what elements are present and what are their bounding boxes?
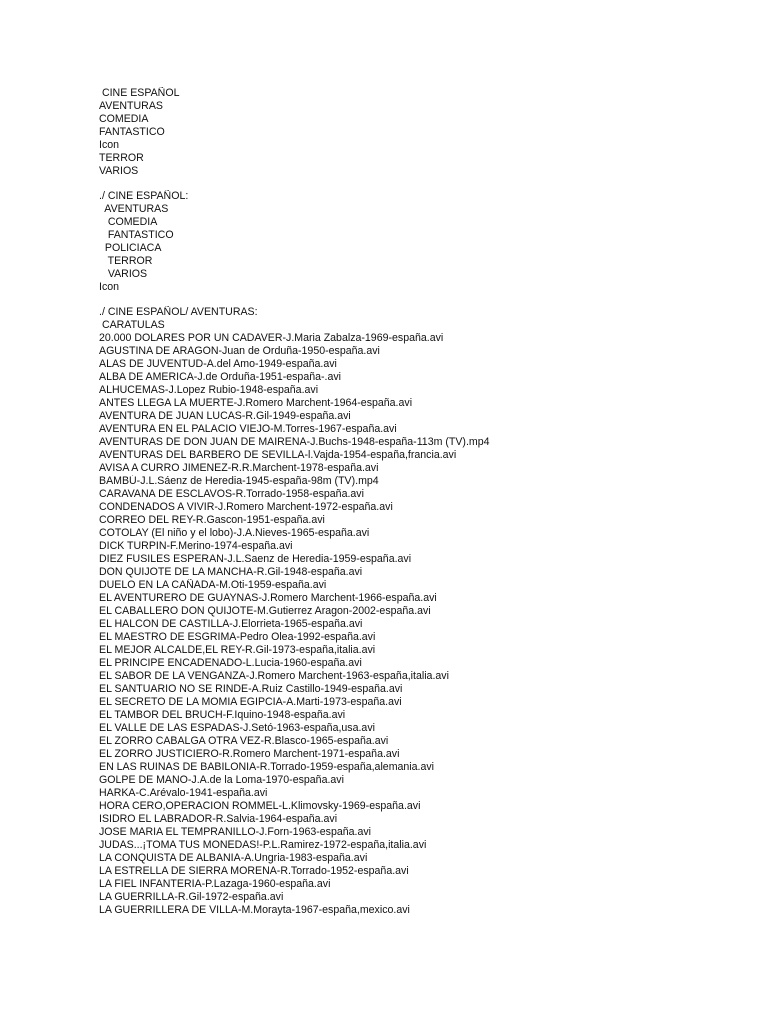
file-entry: EL CABALLERO DON QUIJOTE-M.Gutierrez Aragon-2002-españa.avi bbox=[99, 605, 431, 617]
text-line: POLICIACA bbox=[99, 242, 162, 254]
text-line: AVENTURAS bbox=[99, 203, 169, 215]
file-entry: DIEZ FUSILES ESPERAN-J.L.Saenz de Heredia-1959-españa.avi bbox=[99, 553, 412, 565]
file-entry: LA FIEL INFANTERIA-P.Lazaga-1960-españa.avi bbox=[99, 878, 331, 890]
text-line: CARATULAS bbox=[99, 319, 165, 331]
file-entry: EL SECRETO DE LA MOMIA EGIPCIA-A.Marti-1973-españa.avi bbox=[99, 696, 402, 708]
document-text bbox=[99, 87, 759, 917]
file-entry: COTOLAY (El niño y el lobo)-J.A.Nieves-1965-españa.avi bbox=[99, 527, 370, 539]
text-line: FANTASTICO bbox=[99, 229, 174, 241]
text-line: Icon bbox=[99, 281, 120, 293]
directory-root-listing bbox=[99, 87, 759, 178]
file-entry: LA CONQUISTA DE ALBANIA-A.Ungria-1983-españa.avi bbox=[99, 852, 368, 864]
file-entry: EL SABOR DE LA VENGANZA-J.Romero Marchent-1963-españa,italia.avi bbox=[99, 670, 449, 682]
directory-cine-espanol-listing bbox=[99, 190, 759, 294]
file-entry: ALAS DE JUVENTUD-A.del Amo-1949-españa.avi bbox=[99, 358, 337, 370]
text-line: Icon bbox=[99, 139, 120, 151]
file-entry: EL MEJOR ALCALDE,EL REY-R.Gil-1973-españa,italia.avi bbox=[99, 644, 376, 656]
file-entry: EN LAS RUINAS DE BABILONIA-R.Torrado-1959-españa,alemania.avi bbox=[99, 761, 435, 773]
text-line: VARIOS bbox=[99, 165, 139, 177]
file-entry: DUELO EN LA CAÑADA-M.Oti-1959-españa.avi bbox=[99, 579, 327, 591]
text-line: FANTASTICO bbox=[99, 126, 165, 138]
file-entry: EL SANTUARIO NO SE RINDE-A.Ruiz Castillo-1949-españa.avi bbox=[99, 683, 403, 695]
file-entry: BAMBÚ-J.L.Sáenz de Heredia-1945-españa-98m (TV).mp4 bbox=[99, 475, 379, 487]
file-entry: EL MAESTRO DE ESGRIMA-Pedro Olea-1992-españa.avi bbox=[99, 631, 376, 643]
file-entry: CORREO DEL REY-R.Gascon-1951-españa.avi bbox=[99, 514, 325, 526]
text-line: TERROR bbox=[99, 152, 144, 164]
file-entry: CONDENADOS A VIVIR-J.Romero Marchent-1972-españa.avi bbox=[99, 501, 393, 513]
file-entry: EL TAMBOR DEL BRUCH-F.Iquino-1948-españa.avi bbox=[99, 709, 346, 721]
file-entry: ISIDRO EL LABRADOR-R.Salvia-1964-españa.avi bbox=[99, 813, 338, 825]
file-entry: 20.000 DOLARES POR UN CADAVER-J.Maria Zabalza-1969-españa.avi bbox=[99, 332, 444, 344]
file-entry: JOSE MARIA EL TEMPRANILLO-J.Forn-1963-españa.avi bbox=[99, 826, 372, 838]
directory-heading: ./ CINE ESPAÑOL/ AVENTURAS: bbox=[99, 306, 258, 318]
file-entry: EL ZORRO CABALGA OTRA VEZ-R.Blasco-1965-españa.avi bbox=[99, 735, 389, 747]
file-entry: ALBA DE AMERICA-J.de Orduña-1951-españa-.avi bbox=[99, 371, 342, 383]
file-entry: EL AVENTURERO DE GUAYNAS-J.Romero Marchent-1966-españa.avi bbox=[99, 592, 437, 604]
file-entry: LA ESTRELLA DE SIERRA MORENA-R.Torrado-1952-españa.avi bbox=[99, 865, 409, 877]
paragraph-gap bbox=[99, 178, 759, 190]
file-entry: AVENTURA DE JUAN LUCAS-R.Gil-1949-españa.avi bbox=[99, 410, 351, 422]
file-entry: EL PRINCIPE ENCADENADO-L.Lucia-1960-españa.avi bbox=[99, 657, 362, 669]
file-entry: LA GUERRILLA-R.Gil-1972-españa.avi bbox=[99, 891, 284, 903]
file-entry: JUDAS...¡TOMA TUS MONEDAS!-P.L.Ramirez-1972-españa,italia.avi bbox=[99, 839, 427, 851]
file-entry: AVENTURAS DEL BARBERO DE SEVILLA-l.Vajda-1954-españa,francia.avi bbox=[99, 449, 457, 461]
file-entry: DON QUIJOTE DE LA MANCHA-R.Gil-1948-españa.avi bbox=[99, 566, 363, 578]
file-entry: CARAVANA DE ESCLAVOS-R.Torrado-1958-españa.avi bbox=[99, 488, 364, 500]
text-line: TERROR bbox=[99, 255, 153, 267]
file-entry: AGUSTINA DE ARAGON-Juan de Orduña-1950-españa.avi bbox=[99, 345, 380, 357]
file-entry: AVENTURAS DE DON JUAN DE MAIRENA-J.Buchs-1948-españa-113m (TV).mp4 bbox=[99, 436, 490, 448]
file-entry: EL VALLE DE LAS ESPADAS-J.Setó-1963-españa,usa.avi bbox=[99, 722, 375, 734]
text-line: VARIOS bbox=[99, 268, 148, 280]
paragraph-gap bbox=[99, 294, 759, 306]
text-line: CINE ESPAÑOL bbox=[99, 87, 180, 99]
text-line: COMEDIA bbox=[99, 113, 149, 125]
file-entry: EL ZORRO JUSTICIERO-R.Romero Marchent-1971-españa.avi bbox=[99, 748, 400, 760]
file-entry: LA GUERRILLERA DE VILLA-M.Morayta-1967-españa,mexico.avi bbox=[99, 904, 410, 916]
directory-heading: ./ CINE ESPAÑOL: bbox=[99, 190, 189, 202]
directory-aventuras-listing bbox=[99, 306, 759, 917]
file-entry: ALHUCEMAS-J.Lopez Rubio-1948-españa.avi bbox=[99, 384, 319, 396]
file-entry: ANTES LLEGA LA MUERTE-J.Romero Marchent-1964-españa.avi bbox=[99, 397, 413, 409]
file-entry: GOLPE DE MANO-J.A.de la Loma-1970-españa.avi bbox=[99, 774, 344, 786]
file-entry: AVENTURA EN EL PALACIO VIEJO-M.Torres-1967-españa.avi bbox=[99, 423, 397, 435]
file-entry: AVISA A CURRO JIMENEZ-R.R.Marchent-1978-españa.avi bbox=[99, 462, 379, 474]
file-entry: HORA CERO,OPERACION ROMMEL-L.Klimovsky-1969-españa.avi bbox=[99, 800, 421, 812]
file-entry: DICK TURPIN-F.Merino-1974-españa.avi bbox=[99, 540, 293, 552]
text-line: AVENTURAS bbox=[99, 100, 163, 112]
file-entry: EL HALCON DE CASTILLA-J.Elorrieta-1965-españa.avi bbox=[99, 618, 363, 630]
text-line: COMEDIA bbox=[99, 216, 158, 228]
file-entry: HARKA-C.Arévalo-1941-españa.avi bbox=[99, 787, 268, 799]
